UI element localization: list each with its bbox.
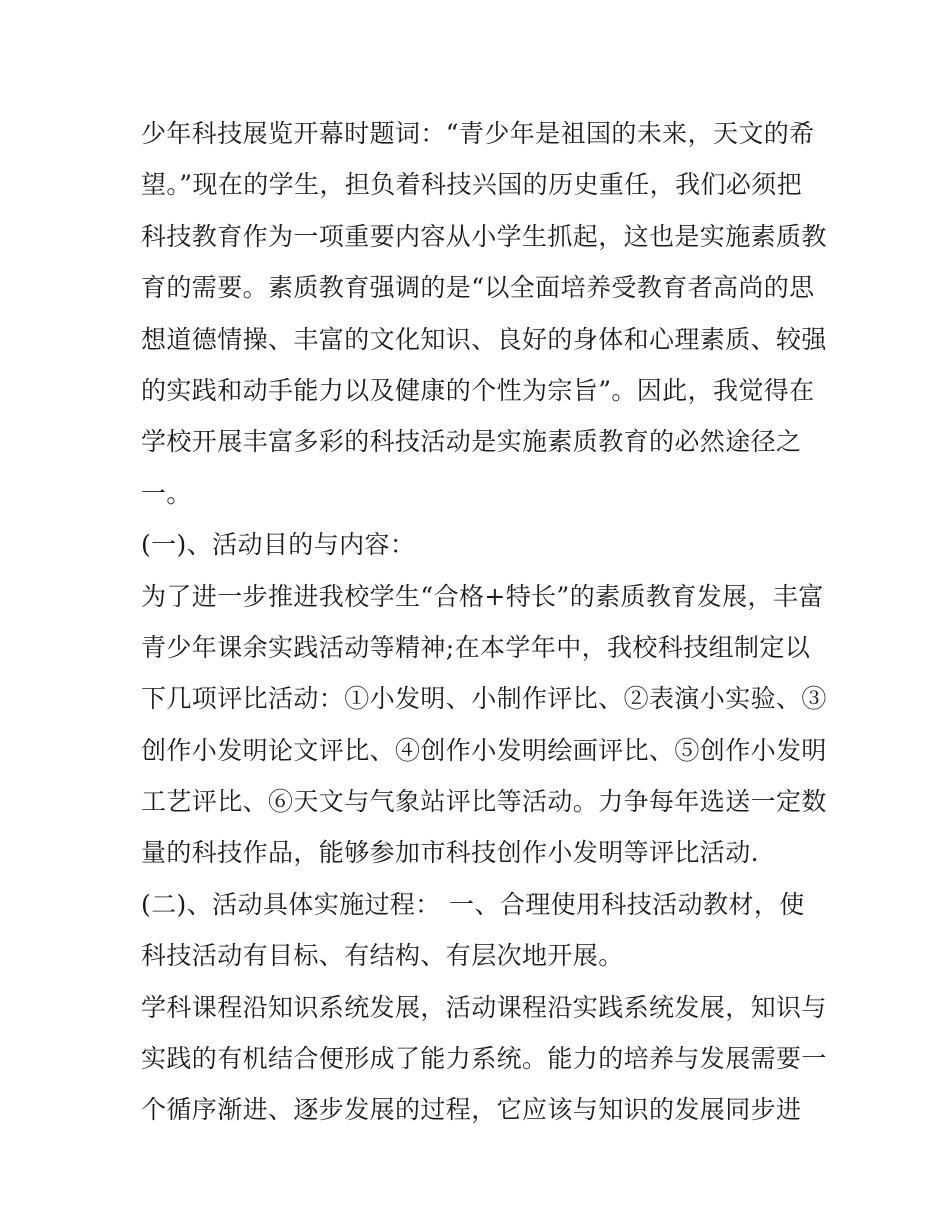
text-line-15: 量的科技作品，能够参加市科技创作小发明等评比活动. <box>141 838 759 868</box>
section-heading-2: (二)、活动具体实施过程： 一、合理使用科技活动教材，使 <box>141 889 805 919</box>
text-line-4: 育的需要。素质教育强调的是“以全面培养受教育者高尚的思 <box>141 273 815 303</box>
text-line-10: 为了进一步推进我校学生“合格+特长”的素质教育发展，丰富 <box>141 581 824 611</box>
text-line-18: 学科课程沿知识系统发展，活动课程沿实践系统发展，知识与 <box>141 992 827 1022</box>
text-line-5: 想道德情操、丰富的文化知识、良好的身体和心理素质、较强 <box>141 324 827 354</box>
text-line-17: 科技活动有目标、有结构、有层次地开展。 <box>141 941 624 971</box>
section-heading-1: (一)、活动目的与内容： <box>141 530 416 560</box>
text-line-1: 少年科技展览开幕时题词：“青少年是祖国的未来，天文的希 <box>141 119 815 148</box>
text-line-8: 一。 <box>141 478 192 508</box>
body-text <box>141 108 827 1136</box>
text-line-7: 学校开展丰富多彩的科技活动是实施素质教育的必然途径之 <box>141 427 802 457</box>
text-line-13: 创作小发明论文评比、④创作小发明绘画评比、⑤创作小发明 <box>141 735 827 765</box>
text-line-11: 青少年课余实践活动等精神;在本学年中，我校科技组制定以 <box>141 632 811 662</box>
text-line-20: 个循序渐进、逐步发展的过程，它应该与知识的发展同步进 <box>141 1095 802 1125</box>
text-line-3: 科技教育作为一项重要内容从小学生抓起，这也是实施素质教 <box>141 221 827 251</box>
text-line-12: 下几项评比活动：①小发明、小制作评比、②表演小实验、③ <box>141 684 827 714</box>
text-line-14: 工艺评比、⑥天文与气象站评比等活动。力争每年选送一定数 <box>141 787 827 817</box>
text-line-19: 实践的有机结合便形成了能力系统。能力的培养与发展需要一 <box>141 1044 827 1074</box>
text-line-6: 的实践和动手能力以及健康的个性为宗旨”。因此，我觉得在 <box>141 375 815 405</box>
text-line-2: 望。”现在的学生，担负着科技兴国的历史重任，我们必须把 <box>141 170 803 200</box>
